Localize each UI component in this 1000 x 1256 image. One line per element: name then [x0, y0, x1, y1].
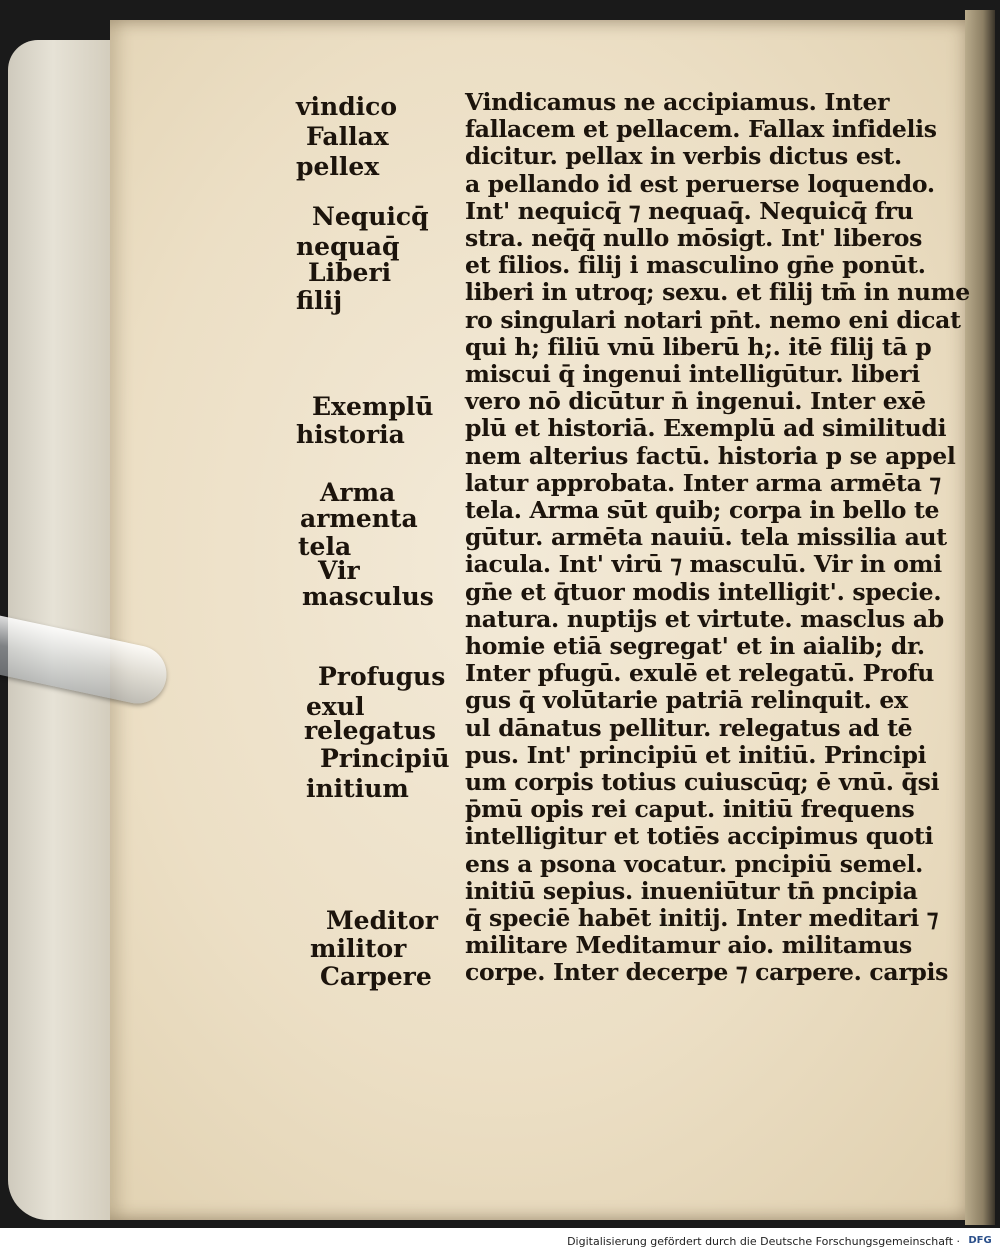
margin-note: armenta	[300, 504, 418, 533]
margin-note: filij	[296, 286, 343, 315]
margin-note: initium	[306, 774, 409, 803]
text-line: militare Meditamur aio. militamus	[465, 931, 912, 960]
margin-note: Nequicq̄	[312, 202, 429, 231]
margin-note: Exemplū	[312, 392, 434, 421]
margin-note: exul	[306, 692, 365, 721]
text-line: et filios. filij i masculino gn̄e ponūt.	[465, 251, 926, 280]
margin-note: tela	[298, 532, 352, 561]
text-line: um corpis totius cuiuscūq; ē vnū. q̄si	[465, 768, 940, 796]
text-line: liberi in utroq; sexu. et filij tm̄ in nume	[465, 278, 970, 307]
text-line: fallacem et pellacem. Fallax infidelis	[465, 115, 937, 144]
margin-note: historia	[296, 420, 405, 449]
footer-credit: Digitalisierung gefördert durch die Deutsche Forschungsgemeinschaft ·	[567, 1235, 960, 1248]
margin-note: nequaq̄	[296, 232, 400, 261]
text-line: natura. nuptijs et virtute. masclus ab	[465, 604, 944, 633]
text-line: pus. Int' principiū et initiū. Principi	[465, 740, 927, 769]
dfg-logo-icon: DFG	[968, 1235, 992, 1246]
text-line: plū et historiā. Exemplū ad similitudi	[465, 414, 947, 443]
margin-note: Arma	[320, 478, 396, 507]
text-line: qui h; filiū vnū liberū h;. itē filij tā p	[465, 332, 932, 361]
text-line: ens a psona vocatur. pncipiū semel.	[465, 849, 924, 878]
margin-note: militor	[310, 934, 407, 963]
text-line: ro singulari notari pn̄t. nemo eni dicat	[465, 305, 961, 334]
text-line: dicitur. pellax in verbis dictus est.	[465, 142, 902, 171]
margin-note: Principiū	[320, 744, 450, 773]
text-line: homie etiā segregat' et in aialib; dr.	[465, 632, 925, 660]
text-line: ul dānatus pellitur. relegatus ad tē	[465, 713, 913, 742]
margin-note: Vir	[318, 556, 360, 585]
text-line: gus q̄ volūtarie patriā relinquit. ex	[465, 686, 908, 715]
margin-note: vindico	[296, 92, 398, 121]
margin-note: Liberi	[308, 258, 392, 287]
text-line: gn̄e et q̄tuor modis intelligit'. specie.	[465, 577, 942, 606]
text-line: initiū sepius. inueniūtur tn̄ pncipia	[465, 876, 918, 905]
margin-note: relegatus	[304, 716, 436, 745]
margin-note: Meditor	[326, 906, 438, 935]
text-line: corpe. Inter decerpe ⁊ carpere. carpis	[465, 958, 949, 987]
text-line: gūtur. armēta nauiū. tela missilia aut	[465, 523, 947, 552]
text-line: tela. Arma sūt quib; corpa in bello te	[465, 496, 940, 524]
text-line: p̄mū opis rei caput. initiū frequens	[465, 795, 915, 824]
text-line: nem alterius factū. historia p se appel	[465, 441, 956, 470]
margin-note: Fallax	[306, 122, 389, 151]
text-line: iacula. Int' virū ⁊ masculū. Vir in omi	[465, 550, 942, 579]
text-line: Vindicamus ne accipiamus. Inter	[465, 88, 890, 116]
text-line: q̄ speciē habēt initij. Inter meditari ⁊	[465, 904, 939, 932]
text-line: miscui q̄ ingenui intelligūtur. liberi	[465, 360, 920, 388]
text-line: Inter pfugū. exulē et relegatū. Profu	[465, 659, 935, 688]
text-line: stra. neq̄q̄ nullo mōsigt. Int' liberos	[465, 224, 923, 252]
text-line: vero nō dicūtur n̄ ingenui. Inter exē	[465, 387, 926, 416]
text-line: latur approbata. Inter arma armēta ⁊	[465, 468, 941, 497]
margin-note: masculus	[302, 582, 434, 611]
margin-note: pellex	[296, 152, 380, 181]
margin-note: Profugus	[318, 662, 446, 691]
page-edge	[965, 10, 995, 1225]
text-line: Int' nequicq̄ ⁊ nequaq̄. Nequicq̄ fru	[465, 196, 914, 225]
text-line: intelligitur et totiēs accipimus quoti	[465, 822, 934, 851]
text-line: a pellando id est peruerse loquendo.	[465, 169, 935, 198]
margin-note: Carpere	[320, 962, 432, 991]
